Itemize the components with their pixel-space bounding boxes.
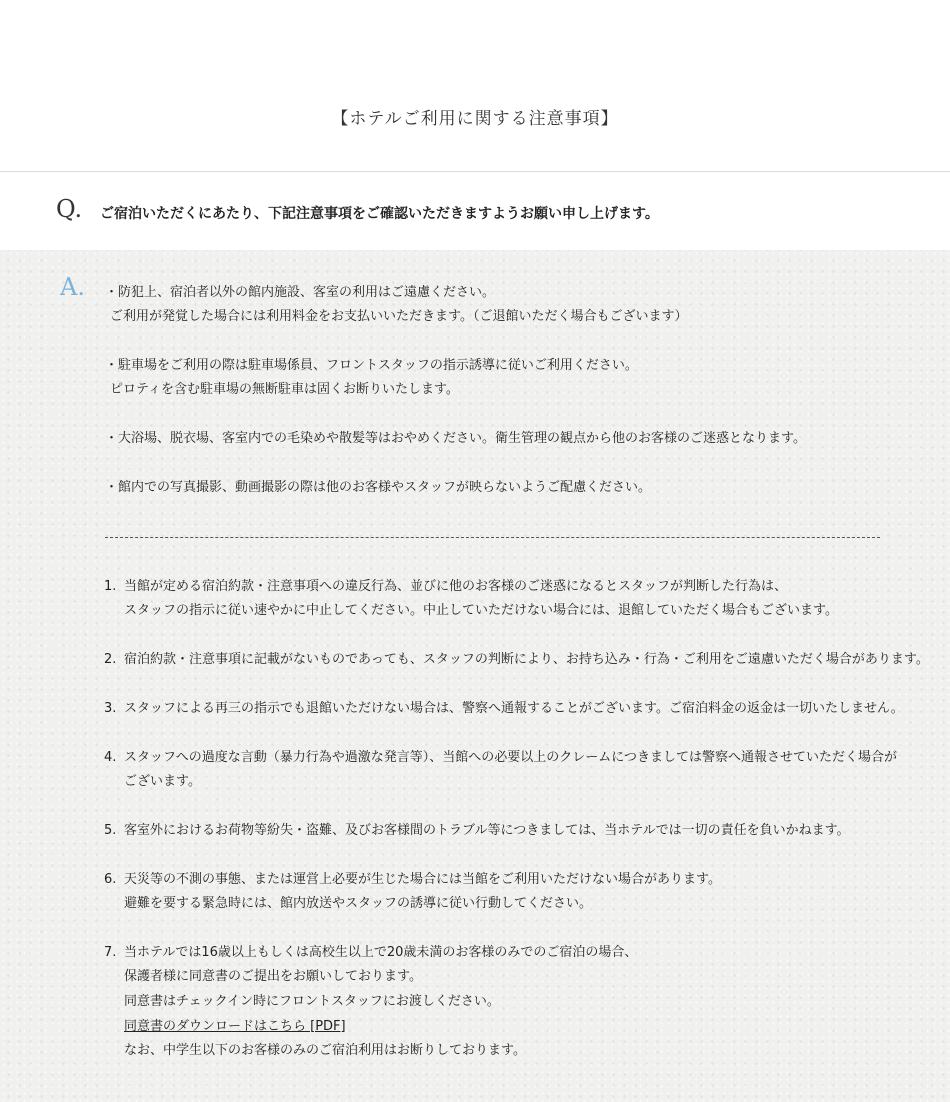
item-2-line-1: 宿泊約款・注意事項に記載がないものであっても、スタッフの判断により、お持ち込み・行為・ご利用をご遠慮いただく場合があります。 bbox=[124, 652, 929, 667]
question-mark: Q. bbox=[56, 195, 83, 223]
page-title: 【ホテルご利用に関する注意事項】 bbox=[331, 109, 619, 129]
bullet-4-line-1: ・館内での写真撮影、動画撮影の際は他のお客様やスタッフが映らないようご配慮ください。 bbox=[105, 480, 652, 495]
item-5-line-1: 客室外におけるお荷物等紛失・盗難、及びお客様間のトラブル等につきましては、当ホテルでは一切の責任を負いかねます。 bbox=[124, 823, 850, 838]
item-1-number: 1. bbox=[104, 579, 117, 594]
bullet-1-line-2: ご利用が発覚した場合には利用料金をお支払いいただきます。（ご退館いただく場合もございます） bbox=[110, 309, 688, 324]
consent-form-pdf-link[interactable]: 同意書のダウンロードはこちら [PDF] bbox=[124, 1019, 346, 1034]
question-row bbox=[0, 171, 950, 251]
item-7-link-line bbox=[124, 1018, 346, 1036]
bullet-2-line-2: ピロティを含む駐車場の無断駐車は固くお断りいたします。 bbox=[110, 382, 459, 397]
question-text: ご宿泊いただくにあたり、下記注意事項をご確認いただきますようお願い申し上げます。 bbox=[100, 206, 659, 222]
item-3-line-1: スタッフによる再三の指示でも退館いただけない場合は、警察へ通報することがございます。ご宿泊料金の返金は一切いたしません。 bbox=[124, 701, 904, 716]
item-7-line-1: 当ホテルでは16歳以上もしくは高校生以上で20歳未満のお客様のみでのご宿泊の場合、 bbox=[124, 945, 638, 960]
item-3-number: 3. bbox=[104, 701, 117, 716]
divider bbox=[105, 537, 880, 538]
item-4-number: 4. bbox=[104, 750, 117, 765]
item-4-line-1: スタッフへの過度な言動（暴力行為や過激な発言等）、当館への必要以上のクレームにつきましては警察へ通報させていただく場合が bbox=[124, 750, 897, 765]
bullet-3-line-1: ・大浴場、脱衣場、客室内での毛染めや散髪等はおやめください。衛生管理の観点から他のお客様のご迷惑となります。 bbox=[105, 431, 806, 446]
item-7-line-3: 同意書はチェックイン時にフロントスタッフにお渡しください。 bbox=[124, 994, 500, 1009]
item-2-number: 2. bbox=[104, 652, 117, 667]
answer-area bbox=[0, 250, 950, 1102]
item-6-number: 6. bbox=[104, 872, 117, 887]
item-6-line-2: 避難を要する緊急時には、館内放送やスタッフの誘導に従い行動してください。 bbox=[124, 896, 593, 911]
bullet-1-line-1: ・防犯上、宿泊者以外の館内施設、客室の利用はご遠慮ください。 bbox=[105, 285, 496, 300]
item-1-line-1: 当館が定める宿泊約款・注意事項への違反行為、並びに他のお客様のご迷惑になるとスタッフが判断した行為は、 bbox=[124, 579, 788, 594]
item-6-line-1: 天災等の不測の事態、または運営上必要が生じた場合には当館をご利用いただけない場合があります。 bbox=[124, 872, 721, 887]
item-1-line-2: スタッフの指示に従い速やかに中止してください。中止していただけない場合には、退館していただく場合もございます。 bbox=[124, 603, 838, 618]
item-7-line-after: なお、中学生以下のお客様のみのご宿泊利用はお断りしております。 bbox=[124, 1043, 526, 1058]
answer-mark: A. bbox=[60, 273, 85, 301]
item-5-number: 5. bbox=[104, 823, 117, 838]
bullet-2-line-1: ・駐車場をご利用の際は駐車場係員、フロントスタッフの指示誘導に従いご利用ください。 bbox=[105, 358, 638, 373]
item-7-line-2: 保護者様に同意書のご提出をお願いしております。 bbox=[124, 969, 422, 984]
item-7-number: 7. bbox=[104, 945, 117, 960]
item-4-line-2: ございます。 bbox=[124, 774, 201, 789]
